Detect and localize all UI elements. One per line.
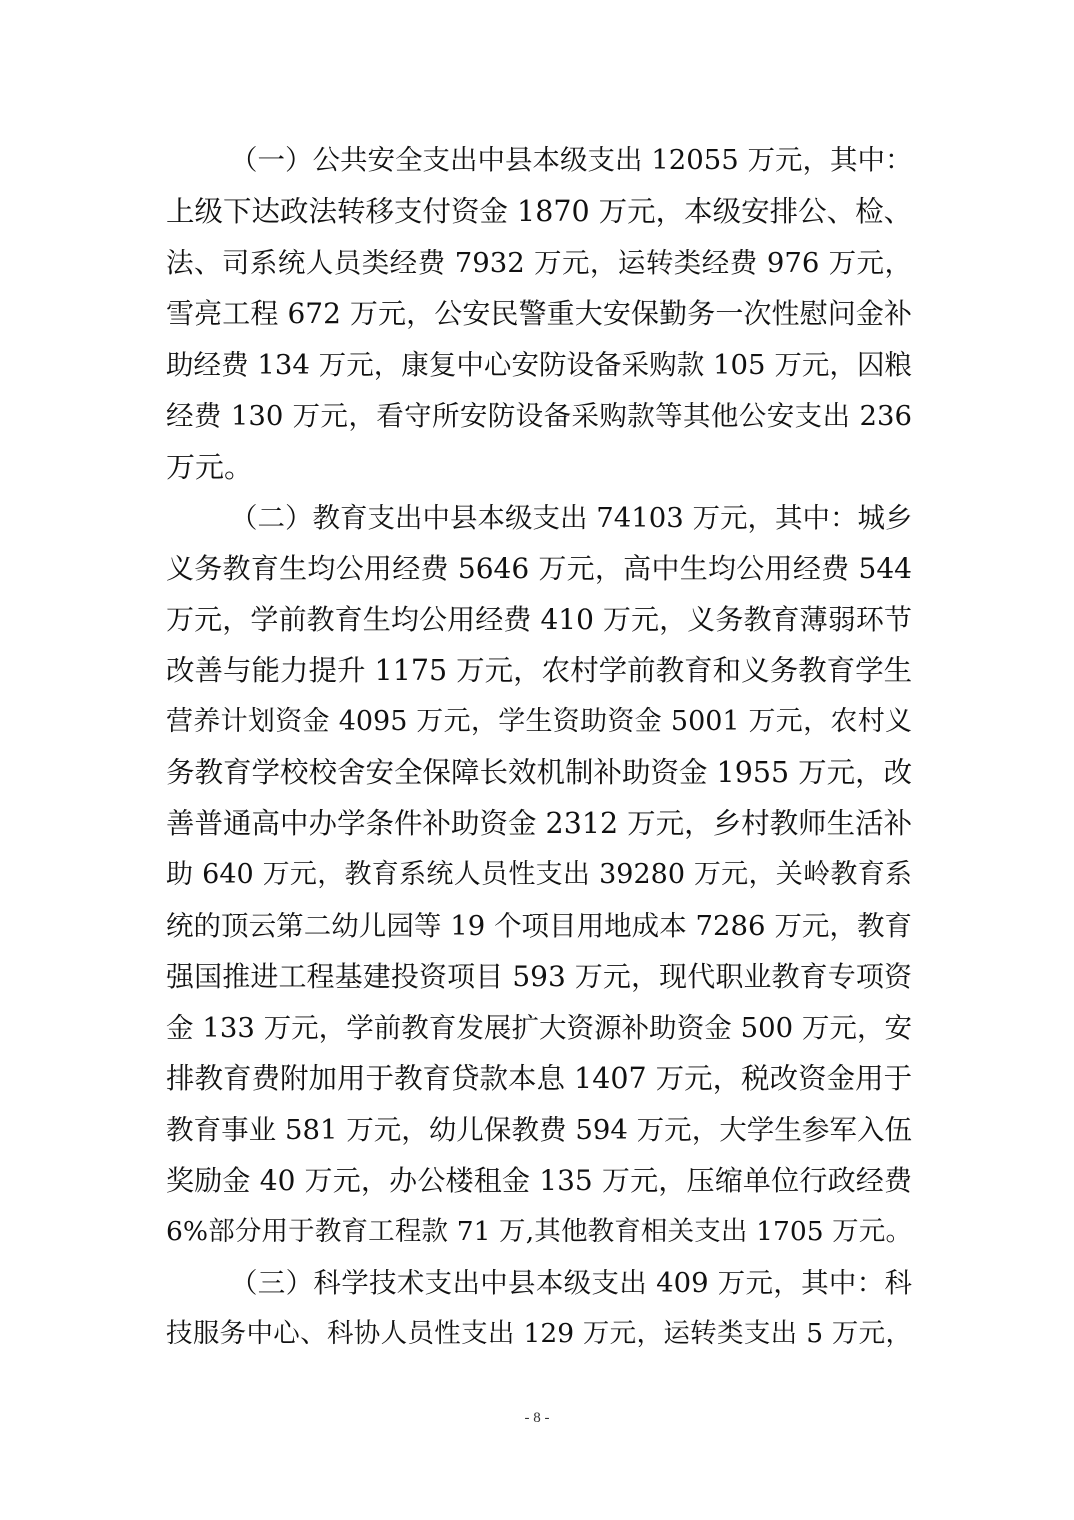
paragraph-line: 强国推进工程基建投资项目 593 万元，现代职业教育专项资 <box>166 960 912 993</box>
paragraph-line: 助经费 134 万元，康复中心安防设备采购款 105 万元，囚粮 <box>166 349 912 381</box>
paragraph-line: （三）科学技术支出中县本级支出 409 万元，其中：科 <box>230 1267 912 1299</box>
paragraph-line: 经费 130 万元，看守所安防设备采购款等其他公安支出 236 <box>166 400 912 432</box>
paragraph-line: 教育事业 581 万元，幼儿保教费 594 万元，大学生参军入伍 <box>166 1114 912 1146</box>
paragraph-line: 营养计划资金 4095 万元，学生资助资金 5001 万元，农村义 <box>166 706 912 737</box>
paragraph-line: 善普通高中办学条件补助资金 2312 万元，乡村教师生活补 <box>166 807 913 840</box>
paragraph-line: 排教育费附加用于教育贷款本息 1407 万元，税改资金用于 <box>166 1062 913 1095</box>
paragraph-line: 金 133 万元，学前教育发展扩大资源补助资金 500 万元，安 <box>166 1012 912 1044</box>
paragraph-line: 上级下达政法转移支付资金 1870 万元，本级安排公、检、 <box>166 195 913 228</box>
page-number: - 8 - <box>524 1410 550 1426</box>
paragraph-line: 雪亮工程 672 万元，公安民警重大安保勤务一次性慰问金补 <box>166 297 912 330</box>
paragraph-line: 法、司系统人员类经费 7932 万元，运转类经费 976 万元， <box>166 247 912 279</box>
paragraph-line: 技服务中心、科协人员性支出 129 万元，运转类支出 5 万元， <box>166 1318 912 1349</box>
paragraph-line: （二）教育支出中县本级支出 74103 万元，其中：城乡 <box>230 502 913 534</box>
paragraph-line: 义务教育生均公用经费 5646 万元，高中生均公用经费 544 <box>166 552 912 585</box>
paragraph-line: 助 640 万元，教育系统人员性支出 39280 万元，关岭教育系 <box>166 859 912 890</box>
paragraph-line: 万元，学前教育生均公用经费 410 万元，义务教育薄弱环节 <box>166 603 912 636</box>
paragraph-line: （一）公共安全支出中县本级支出 12055 万元，其中： <box>230 144 913 176</box>
paragraph-line: 万元。 <box>166 450 254 484</box>
paragraph-line: 6%部分用于教育工程款 71 万,其他教育相关支出 1705 万元。 <box>166 1216 912 1247</box>
paragraph-line: 奖励金 40 万元，办公楼租金 135 万元，压缩单位行政经费 <box>166 1164 912 1197</box>
paragraph-line: 改善与能力提升 1175 万元，农村学前教育和义务教育学生 <box>166 654 913 687</box>
paragraph-line: 务教育学校校舍安全保障长效机制补助资金 1955 万元，改 <box>166 756 913 789</box>
paragraph-line: 统的顶云第二幼儿园等 19 个项目用地成本 7286 万元，教育 <box>166 910 912 942</box>
